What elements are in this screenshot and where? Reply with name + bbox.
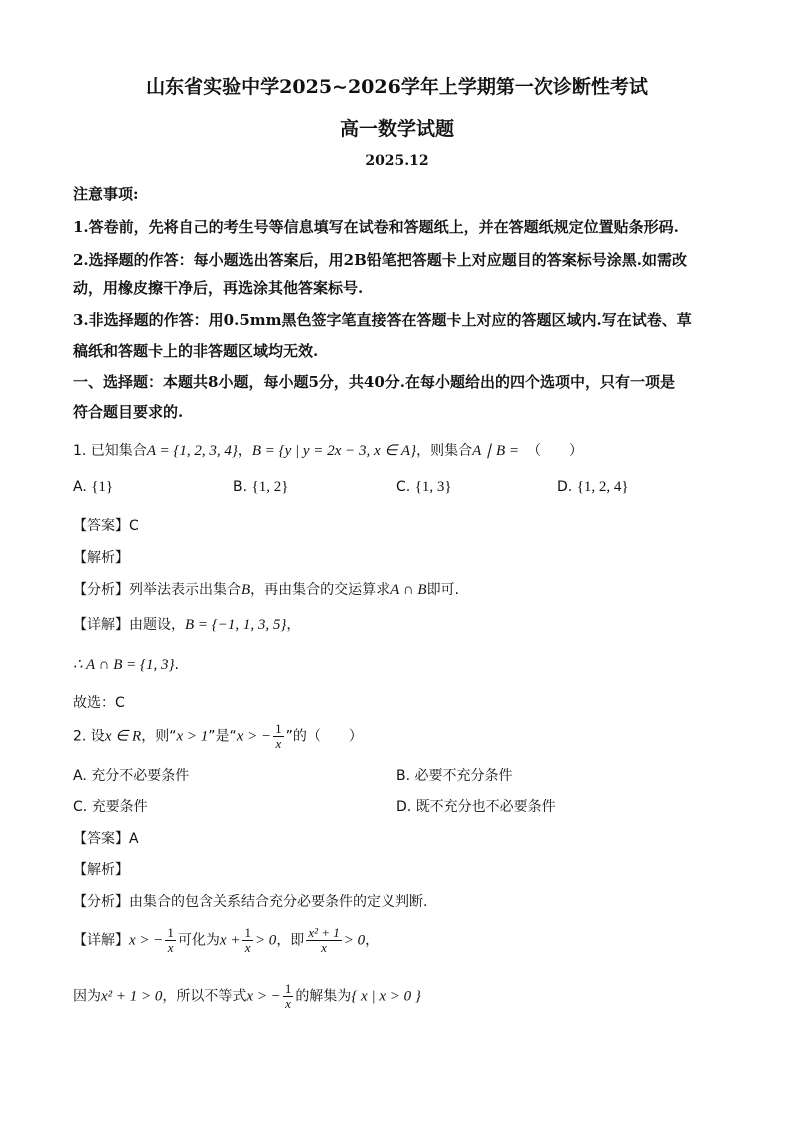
q2-option-a: A. 充分不必要条件: [73, 768, 190, 784]
q1-option-a: A. {1}: [73, 479, 114, 495]
q2-fraction: $\frac{1}{x}$: [275, 721, 282, 751]
q1-mid-text: ，则集合: [416, 443, 473, 459]
q2-answer: 【答案】A: [73, 831, 139, 847]
q2-analysis: 【分析】由集合的包含关系结合充分必要条件的定义判断.: [73, 894, 428, 910]
exam-date: 2025.12: [365, 153, 429, 169]
exam-title: 山东省实验中学2025~2026学年上学期第一次诊断性考试: [146, 76, 648, 98]
q1-option-d: D. {1, 2, 4}: [557, 479, 629, 495]
q1-comma: ，: [237, 443, 252, 459]
q1-analysis-tag: 【解析】: [73, 550, 129, 566]
q1-prefix: 1. 已知集合: [73, 443, 147, 459]
q1-answer-paren: （ ）: [527, 443, 584, 459]
notice-item-3-line-1: 3.非选择题的作答：用0.5mm黑色签字笔直接答在答题卡上对应的答题区域内.写在试卷、草: [73, 311, 692, 329]
q2-option-c: C. 充要条件: [73, 799, 148, 815]
q1-set-a: A = {1, 2, 3, 4}: [146, 443, 238, 459]
q2-analysis-tag: 【解析】: [73, 862, 129, 878]
notice-item-2-line-2: 动，用橡皮擦干净后，再选涂其他答案标号.: [73, 279, 364, 297]
section-heading-line-2: 符合题目要求的.: [73, 403, 184, 421]
q1-analysis: 【分析】列举法表示出集合B，再由集合的交运算求A ∩ B即可.: [73, 582, 460, 598]
q1-detail: 【详解】由题设，B = {−1, 1, 3, 5}，: [73, 617, 301, 633]
exam-subtitle: 高一数学试题: [339, 118, 454, 140]
notice-item-3-line-2: 稿纸和答题卡上的非答题区域均无效.: [73, 342, 319, 360]
q1-answer: 【答案】C: [73, 518, 139, 534]
q1-set-b: B = {y | y = 2x − 3, x ∈ A}: [251, 443, 417, 459]
q2-conclusion: 因为x² + 1 > 0，所以不等式x > − $\frac{1}{x}$ 的解集为{ x | x > 0 }: [73, 981, 421, 1011]
q2-detail: 【详解】x > − $\frac{1}{x}$ 可化为x + $\frac{1}{x}$ > 0，即 $\frac{\text{x² + 1}}{x}$ > 0，: [73, 925, 380, 955]
notice-item-2-line-1: 2.选择题的作答：每小题选出答案后，用2B铅笔把答题卡上对应题目的答案标号涂黑.如需改: [73, 251, 688, 269]
q1-option-b: B. {1, 2}: [233, 479, 289, 495]
q1-choose: 故选：C: [73, 695, 125, 711]
notice-heading: 注意事项:: [73, 185, 139, 203]
notice-item-1: 1.答卷前，先将自己的考生号等信息填写在试卷和答题纸上，并在答题纸规定位置贴条形码.: [73, 218, 679, 236]
question-1-stem: [73, 440, 583, 460]
q1-expression: A ∣ B =: [472, 443, 520, 459]
section-heading-line-1: 一、选择题：本题共8小题，每小题5分，共40分.在每小题给出的四个选项中，只有一项是: [73, 373, 675, 391]
question-2-stem: 2. 设x ∈ R，则“x > 1”是“x > − $\frac{1}{x}$ ”的（ ）: [73, 721, 363, 751]
q1-therefore: ∴ A ∩ B = {1, 3}.: [73, 657, 179, 673]
q2-option-b: B. 必要不充分条件: [396, 768, 513, 784]
q2-option-d: D. 既不充分也不必要条件: [396, 799, 556, 815]
q1-option-c: C. {1, 3}: [396, 479, 452, 495]
